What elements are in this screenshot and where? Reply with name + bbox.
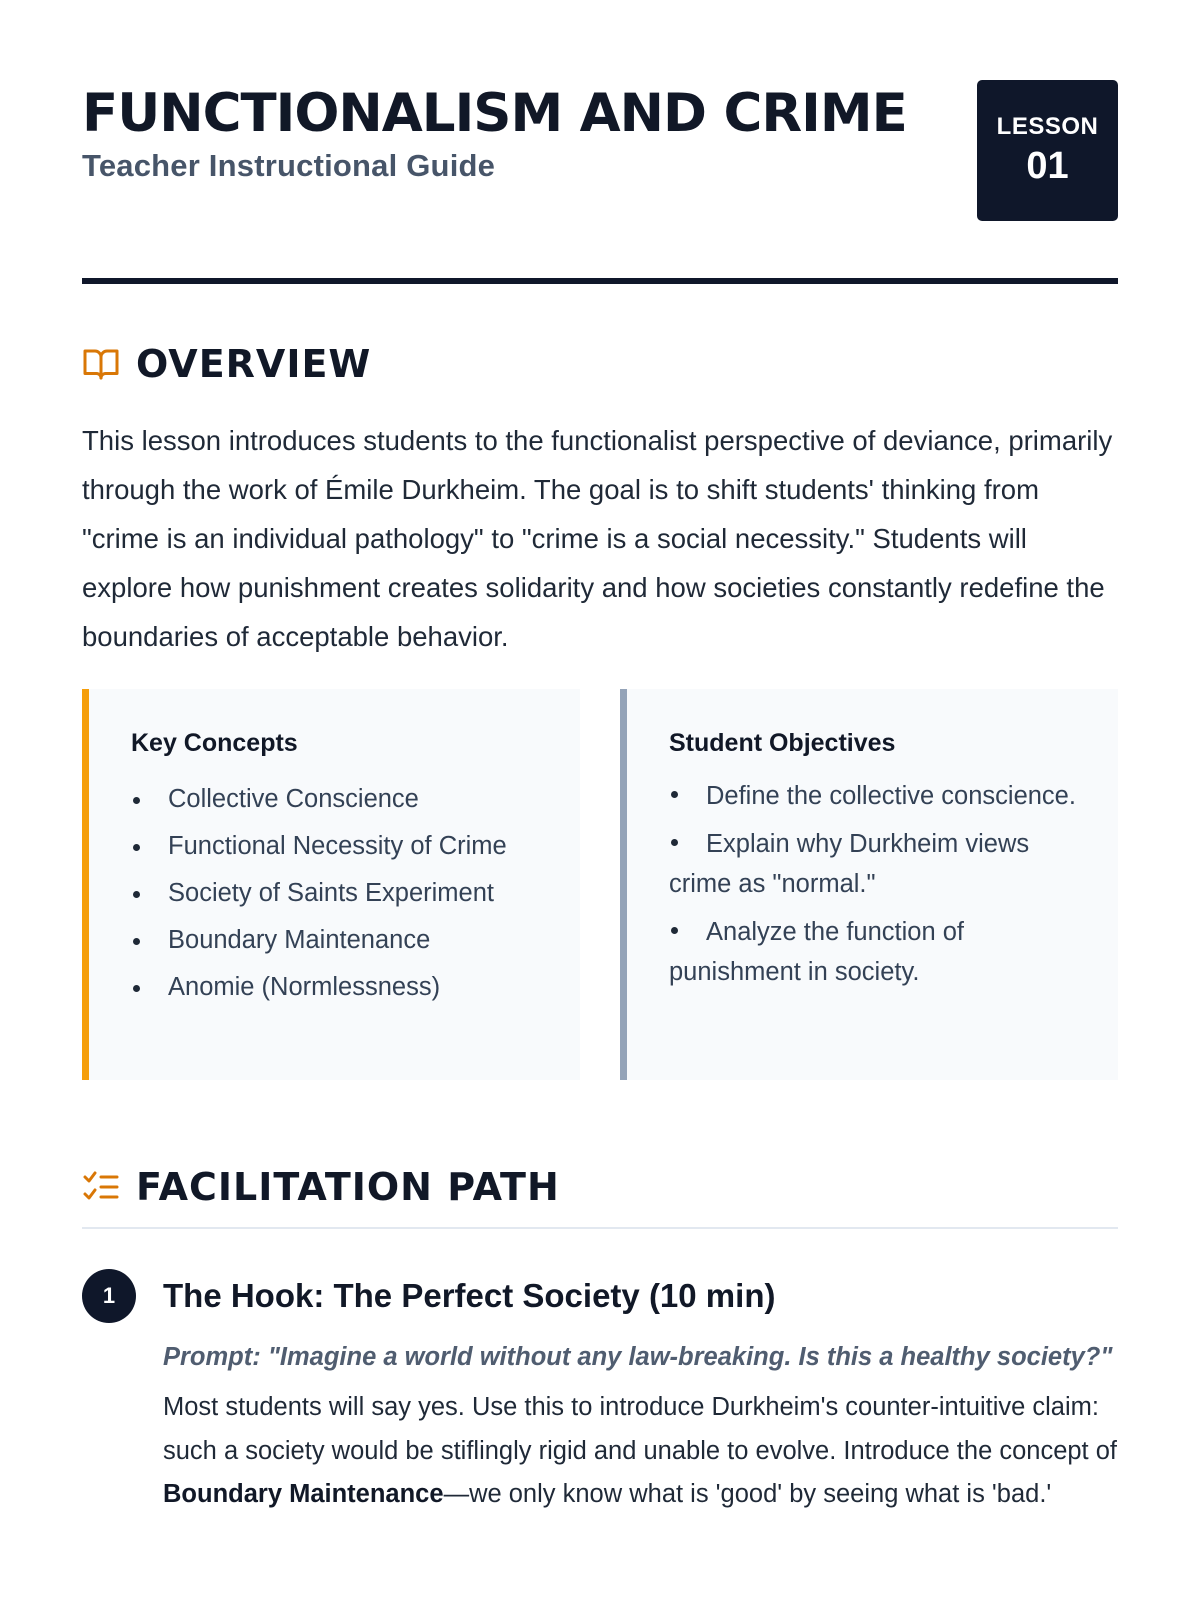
objective-text: Analyze the function of punishment in society. <box>669 918 965 986</box>
list-item <box>669 776 1088 816</box>
facilitation-section <box>82 1165 1118 1517</box>
step-text-part: Most students will say yes. Use this to introduce Durkheim's counter-intuitive claim: such a society would be stiflingly rigid and unable to evolve. Introduce the concept of <box>163 1393 1117 1465</box>
overview-paragraph: This lesson introduces students to the functionalist perspective of deviance, primarily through the work of Émile Durkheim. The goal is to shift students' thinking from "crime is an individual pathology" to "crime is a social necessity." Students will explore how punishment creates solidarity and how societies constantly redefine the boundaries of acceptable behavior. <box>82 425 1113 652</box>
list-item <box>669 912 1088 992</box>
list-item: Collective Conscience <box>131 776 550 823</box>
student-objectives-card <box>620 689 1118 1080</box>
list-item: Boundary Maintenance <box>131 917 550 964</box>
facilitation-heading <box>82 1165 1118 1209</box>
info-cards <box>82 689 1118 1080</box>
page-subtitle: Teacher Instructional Guide <box>82 147 496 183</box>
objective-text: Explain why Durkheim views crime as "normal." <box>669 830 1030 898</box>
open-book-icon <box>82 345 120 383</box>
lesson-badge <box>977 80 1118 221</box>
bullet-icon <box>671 927 678 934</box>
key-concepts-list <box>131 776 550 1011</box>
step-number-badge: 1 <box>82 1269 136 1323</box>
title-block <box>82 80 907 184</box>
key-concepts-title: Key Concepts <box>131 729 298 757</box>
header-divider <box>82 278 1118 284</box>
facilitation-step-1 <box>82 1269 1118 1517</box>
list-item: Society of Saints Experiment <box>131 870 550 917</box>
step-title: The Hook: The Perfect Society (10 min) <box>163 1277 776 1314</box>
bullet-icon <box>671 839 678 846</box>
overview-title: OVERVIEW <box>136 342 372 386</box>
key-concepts-card <box>82 689 580 1080</box>
step-text-part: —we only know what is 'good' by seeing what is 'bad.' <box>443 1480 1052 1508</box>
page-title: FUNCTIONALISM AND CRIME <box>82 83 907 144</box>
list-item <box>669 824 1088 904</box>
step-prompt: Prompt: "Imagine a world without any law-breaking. Is this a healthy society?" <box>163 1343 1113 1371</box>
facilitation-divider <box>82 1227 1118 1229</box>
facilitation-title: FACILITATION PATH <box>136 1165 560 1209</box>
bullet-icon <box>671 791 678 798</box>
list-item: Functional Necessity of Crime <box>131 823 550 870</box>
page-header <box>82 80 1118 224</box>
step-description <box>163 1386 1118 1517</box>
step-body <box>82 1343 1118 1517</box>
step-key-term: Boundary Maintenance <box>163 1480 444 1508</box>
overview-heading <box>82 342 1118 386</box>
step-header <box>82 1269 1118 1323</box>
lesson-label: LESSON <box>996 113 1099 140</box>
student-objectives-list <box>669 776 1088 992</box>
checklist-icon <box>82 1168 120 1206</box>
objective-text: Define the collective conscience. <box>706 782 1076 810</box>
student-objectives-title: Student Objectives <box>669 729 896 757</box>
lesson-number: 01 <box>1026 145 1069 187</box>
overview-section <box>82 342 1118 661</box>
list-item: Anomie (Normlessness) <box>131 964 550 1011</box>
